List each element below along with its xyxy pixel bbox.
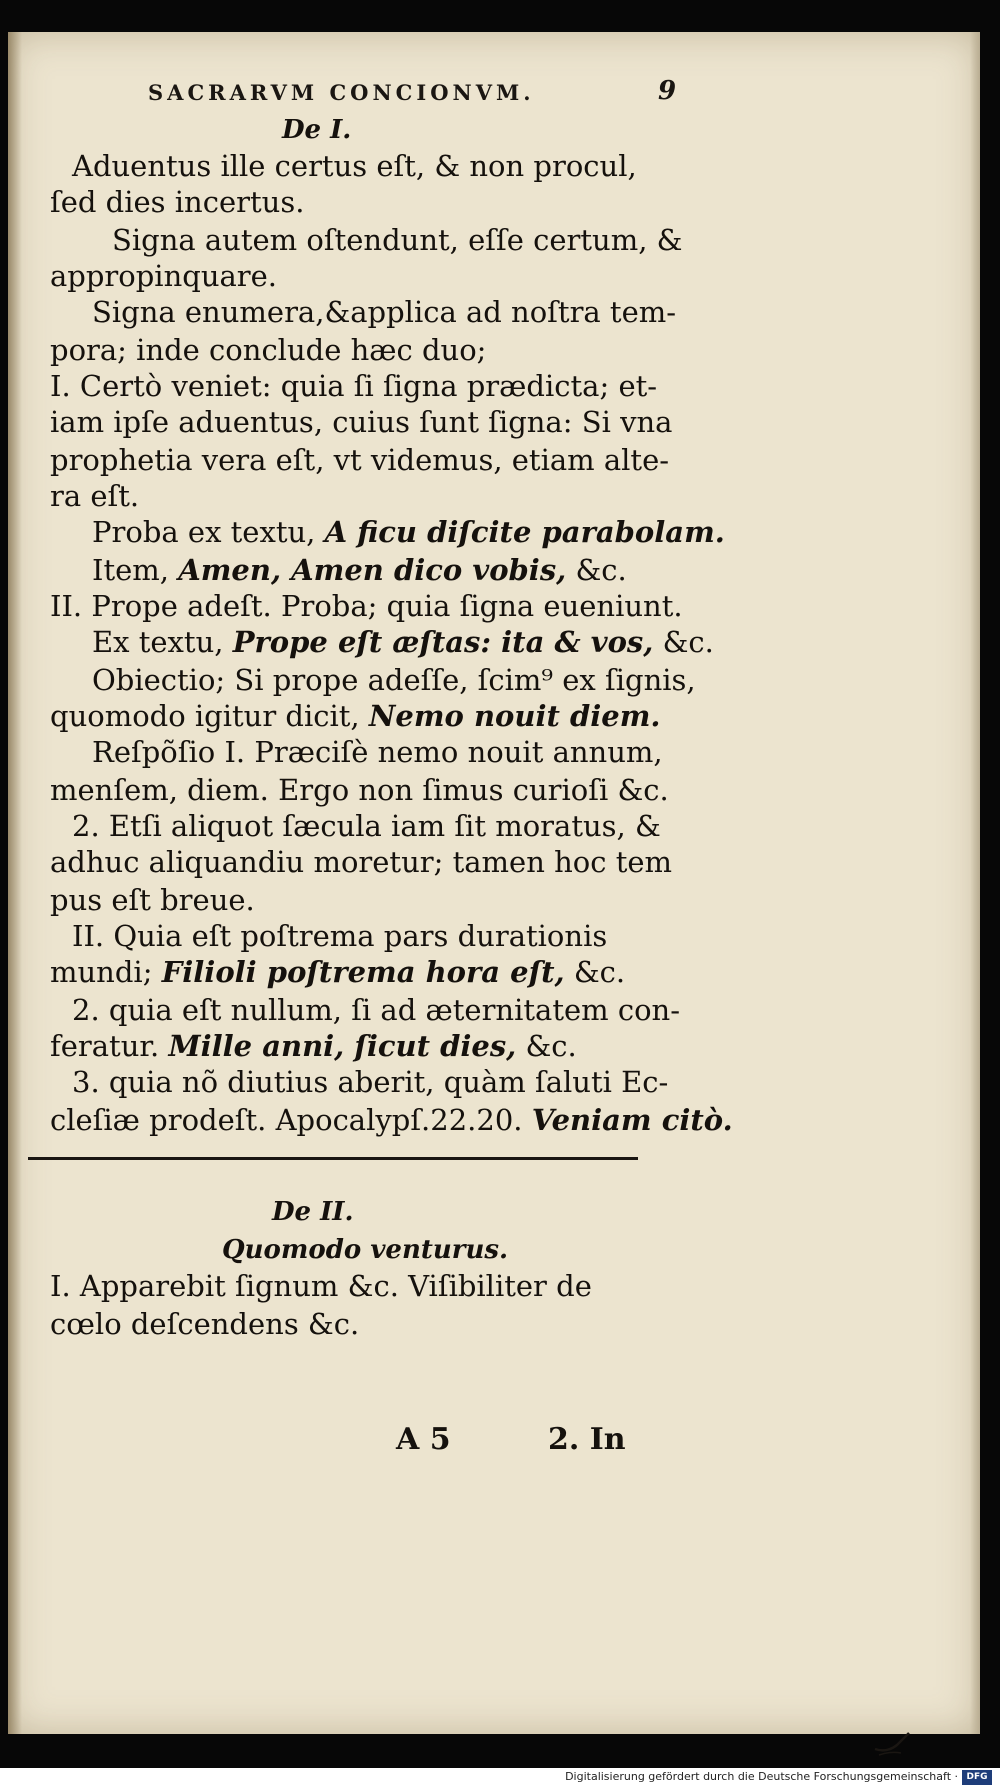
text-segment: Proba ex textu, bbox=[92, 515, 325, 549]
text-segment: Signa autem oſtendunt, eſſe certum, & bbox=[112, 223, 683, 257]
text-segment: menſem, diem. Ergo non ſimus curioſi &c. bbox=[50, 773, 669, 807]
text-line bbox=[50, 404, 672, 440]
italic-segment: Veniam citò. bbox=[531, 1103, 733, 1137]
text-line bbox=[50, 588, 683, 624]
text-segment: Aduentus ille certus eſt, & non procul, bbox=[72, 149, 637, 183]
text-line bbox=[50, 332, 486, 368]
text-segment: &c. bbox=[653, 625, 714, 659]
text-line bbox=[50, 1268, 592, 1304]
italic-segment: A ficu diſcite parabolam. bbox=[324, 515, 725, 549]
text-line bbox=[50, 698, 661, 734]
text-segment: mundi; bbox=[50, 955, 162, 989]
text-line bbox=[50, 442, 669, 478]
text-segment: appropinquare. bbox=[50, 259, 278, 293]
text-segment: 2. quia eſt nullum, ſi ad æternitatem con- bbox=[72, 993, 681, 1027]
text-line bbox=[72, 992, 680, 1028]
text-segment: &c. bbox=[564, 955, 626, 989]
text-line bbox=[92, 294, 676, 330]
text-line bbox=[50, 844, 672, 880]
catchword: 2. In bbox=[548, 1422, 626, 1457]
text-segment: Signa enumera,&applica ad noſtra tem- bbox=[92, 295, 677, 329]
text-line bbox=[50, 772, 669, 808]
text-segment: quomodo igitur dicit, bbox=[50, 699, 369, 733]
text-line bbox=[72, 148, 637, 184]
text-line bbox=[222, 1232, 508, 1268]
text-line bbox=[50, 184, 304, 220]
text-segment: cleſiæ prodeſt. Apocalypſ.22.20. bbox=[50, 1103, 532, 1137]
page-gutter-shadow bbox=[8, 32, 22, 1734]
text-line bbox=[72, 1064, 668, 1100]
text-segment: adhuc aliquandiu moretur; tamen hoc tem bbox=[50, 845, 673, 879]
text-segment: cœlo deſcendens &c. bbox=[50, 1307, 360, 1341]
text-segment: Ex textu, bbox=[92, 625, 233, 659]
text-line bbox=[72, 918, 607, 954]
italic-segment: Nemo nouit diem. bbox=[368, 699, 661, 733]
text-line bbox=[72, 808, 661, 844]
text-segment: 3. quia nõ diutius aberit, quàm ſaluti Ec- bbox=[72, 1065, 669, 1099]
page-edge-shadow bbox=[970, 32, 980, 1734]
text-line bbox=[92, 662, 696, 698]
book-page bbox=[8, 32, 980, 1734]
text-line bbox=[50, 1102, 733, 1138]
text-segment: pus eſt breue. bbox=[50, 883, 255, 917]
italic-segment: Prope eſt æſtas: ita & vos, bbox=[232, 625, 654, 659]
text-segment: ſed dies incertus. bbox=[50, 185, 305, 219]
text-segment: prophetia vera eſt, vt videmus, etiam alte- bbox=[50, 443, 670, 477]
text-segment: I. Certò veniet: quia ſi ſigna prædicta; et- bbox=[50, 369, 658, 403]
text-segment: feratur. bbox=[50, 1029, 169, 1063]
text-line bbox=[92, 624, 714, 660]
text-line bbox=[50, 478, 139, 514]
text-segment: iam ipſe aduentus, cuius ſunt ſigna: Si vna bbox=[50, 405, 673, 439]
text-segment: Item, bbox=[92, 553, 179, 587]
text-segment: pora; inde conclude hæc duo; bbox=[50, 333, 487, 367]
text-line bbox=[50, 1028, 577, 1064]
text-line bbox=[50, 1306, 359, 1342]
text-line bbox=[282, 112, 351, 148]
italic-segment: Amen, Amen dico vobis, bbox=[178, 553, 567, 587]
text-line bbox=[92, 734, 663, 770]
text-line bbox=[272, 1194, 354, 1230]
italic-segment: Mille anni, ſicut dies, bbox=[168, 1029, 517, 1063]
text-segment: II. Quia eſt poſtrema pars durationis bbox=[72, 919, 608, 953]
text-line bbox=[50, 882, 255, 918]
text-line bbox=[50, 368, 657, 404]
text-line bbox=[112, 222, 682, 258]
section-divider-rule bbox=[28, 1157, 638, 1160]
italic-segment: De I. bbox=[282, 115, 352, 145]
text-segment: 2. Etſi aliquot ſæcula iam ſit moratus, & bbox=[72, 809, 661, 843]
text-line bbox=[50, 258, 277, 294]
italic-segment: De II. bbox=[272, 1197, 354, 1227]
page-number: 9 bbox=[658, 76, 677, 106]
text-segment: &c. bbox=[566, 553, 627, 587]
text-segment: II. Prope adeſt. Proba; quia ſigna eueniunt. bbox=[50, 589, 683, 623]
text-segment: Reſpõſio I. Præciſè nemo nouit annum, bbox=[92, 735, 663, 769]
signature-mark: A 5 bbox=[396, 1422, 451, 1457]
italic-segment: Filioli poſtrema hora eſt, bbox=[161, 955, 565, 989]
text-segment: I. Apparebit ſignum &c. Viſibiliter de bbox=[50, 1269, 592, 1303]
ink-flourish-icon bbox=[873, 1727, 913, 1757]
text-segment: ra eſt. bbox=[50, 479, 140, 513]
running-head: SACRARVM CONCIONVM. bbox=[148, 80, 535, 105]
footer-credit: Digitalisierung gefördert durch die Deutsche Forschungsgemeinschaft · bbox=[565, 1770, 958, 1783]
italic-segment: Quomodo venturus. bbox=[222, 1235, 509, 1265]
text-line bbox=[92, 552, 627, 588]
text-line bbox=[50, 954, 625, 990]
text-segment: &c. bbox=[516, 1029, 577, 1063]
text-line bbox=[92, 514, 725, 550]
text-segment: Obiectio; Si prope adeſſe, ſcim⁹ ex ſignis, bbox=[92, 663, 696, 697]
dfg-logo-icon: DFG bbox=[962, 1770, 992, 1785]
